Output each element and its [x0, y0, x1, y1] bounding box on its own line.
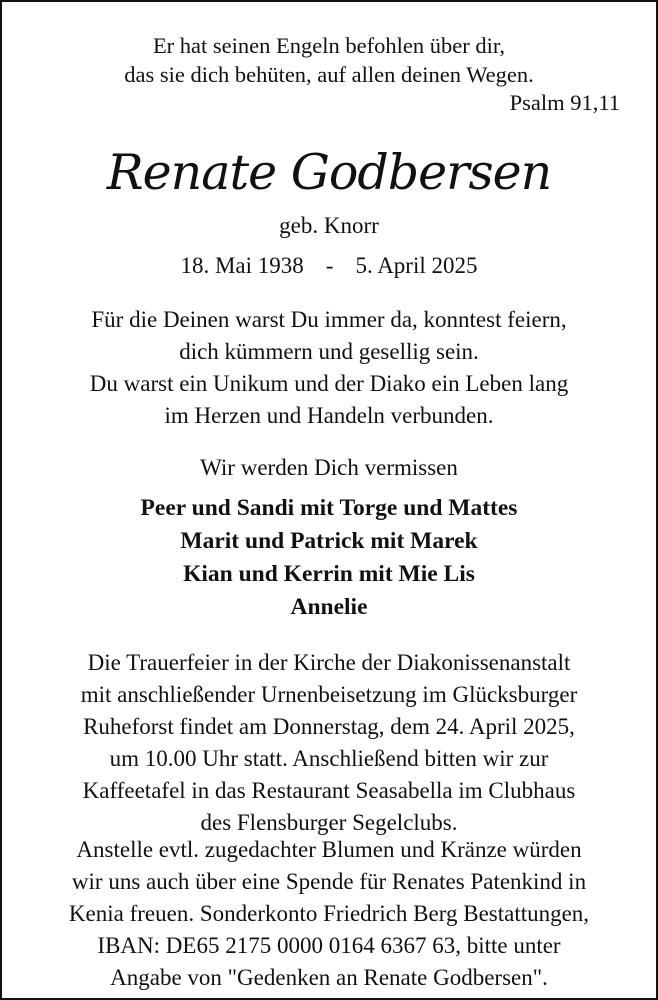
tribute-line-1: Für die Deinen warst Du immer da, konntest feiern,: [91, 307, 567, 332]
tribute-line-3: Du warst ein Unikum und der Diako ein Leben lang: [89, 371, 569, 396]
deceased-name: Renate Godbersen: [106, 144, 552, 201]
tribute-line-4: im Herzen und Handeln verbunden.: [164, 403, 494, 428]
date-separator: -: [325, 253, 334, 278]
service-line-1: Die Trauerfeier in der Kirche der Diakonissenanstalt: [87, 650, 571, 675]
family-line-2: Marit und Patrick mit Marek: [180, 528, 478, 554]
family-line-1: Peer und Sandi mit Torge und Mattes: [140, 495, 518, 521]
service-line-2: mit anschließender Urnenbeisetzung im Glücksburger: [80, 682, 578, 707]
donation-line-5: Angabe von "Gedenken an Renate Godbersen".: [110, 965, 548, 990]
maiden-name: geb. Knorr: [279, 213, 379, 238]
donation-line-3: Kenia freuen. Sonderkonto Friedrich Berg Bestattungen,: [68, 901, 590, 926]
birth-date: 18. Mai 1938: [180, 253, 304, 278]
donation-line-4: IBAN: DE65 2175 0000 0164 6367 63, bitte unter: [97, 933, 561, 958]
tribute-line-2: dich kümmern und gesellig sein.: [179, 339, 479, 364]
service-line-6: des Flensburger Segelclubs.: [200, 810, 458, 835]
service-line-4: um 10.00 Uhr statt. Anschließend bitten wir zur: [109, 746, 549, 771]
donation-line-1: Anstelle evtl. zugedachter Blumen und Kränze würden: [76, 837, 582, 862]
verse-reference: Psalm 91,11: [509, 90, 620, 115]
verse-line-2: das sie dich behüten, auf allen deinen Wegen.: [124, 62, 534, 87]
life-dates: [2, 250, 656, 281]
verse-line-1: Er hat seinen Engeln befohlen über dir,: [152, 33, 506, 58]
service-line-3: Ruheforst findet am Donnerstag, dem 24. April 2025,: [83, 714, 575, 739]
farewell-line: Wir werden Dich vermissen: [200, 455, 458, 480]
family-line-3: Kian und Kerrin mit Mie Lis: [183, 561, 475, 587]
service-line-5: Kaffeetafel in das Restaurant Seasabella im Clubhaus: [82, 778, 576, 803]
donation-line-2: wir uns auch über eine Spende für Renates Patenkind in: [71, 869, 587, 894]
family-line-4: Annelie: [290, 594, 368, 620]
death-date: 5. April 2025: [355, 253, 478, 278]
